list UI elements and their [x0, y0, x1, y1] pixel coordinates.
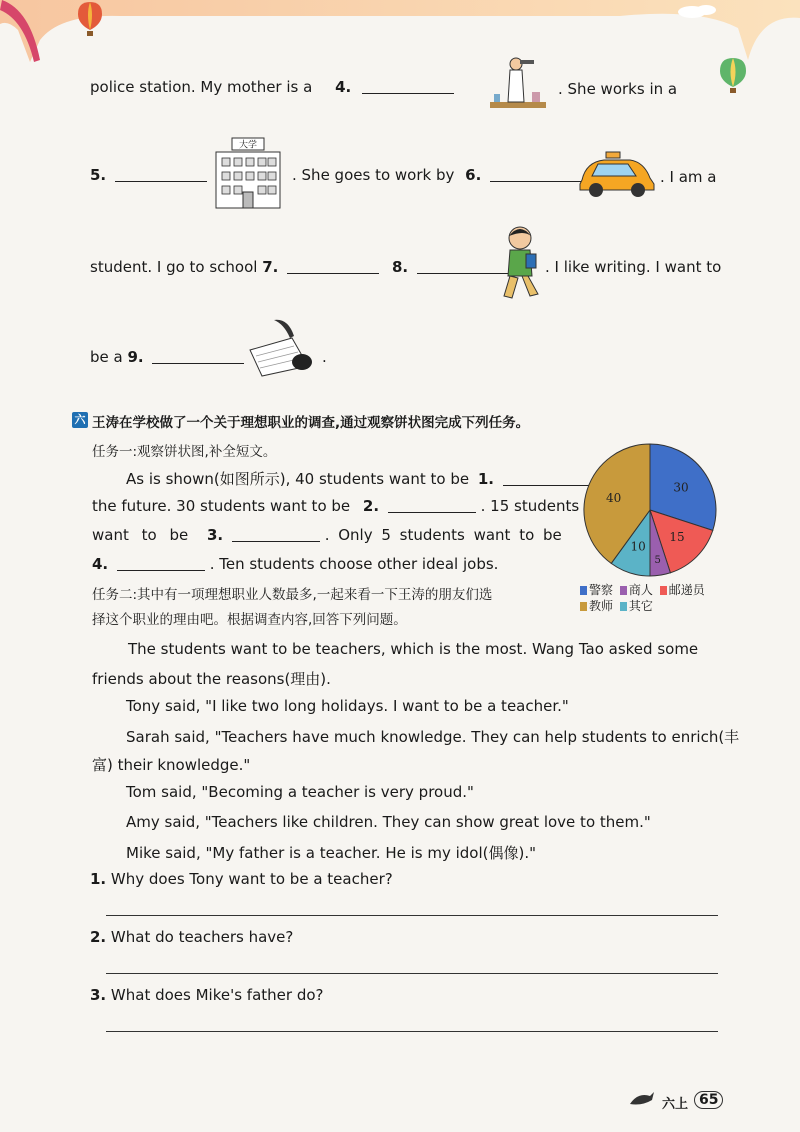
passage-line-4b: . [322, 348, 327, 366]
blank-number: 1. [477, 470, 495, 488]
pie-slice-label: 10 [630, 539, 646, 554]
legend-swatch [620, 586, 627, 595]
blank-number: 4. [92, 555, 109, 573]
legend-item [620, 599, 653, 613]
passage-line-2c: . I am a [660, 168, 717, 186]
legend-swatch [580, 586, 587, 595]
task1-line-4 [92, 555, 498, 573]
reading-line: 富) their knowledge." [92, 756, 251, 774]
answer-blank-3[interactable] [232, 540, 320, 542]
reading-line: Mike said, "My father is a teacher. He is my idol(偶像)." [126, 844, 537, 862]
blank-number: 5. [90, 166, 107, 184]
passage-line-1b: . She works in a [558, 80, 678, 98]
university-building-picture [212, 136, 284, 210]
passage-line-2 [90, 166, 207, 184]
passage-line-1 [90, 78, 454, 96]
question-text: What do teachers have? [110, 928, 294, 946]
text-segment: . Only 5 students want to be [324, 526, 562, 544]
text-segment: . Ten students choose other ideal jobs. [209, 555, 499, 573]
reading-line: The students want to be teachers, which is the most. Wang Tao asked some [128, 640, 699, 658]
reading-line: Tony said, "I like two long holidays. I want to be a teacher." [126, 697, 569, 715]
section-number-icon: 六 [72, 412, 88, 428]
task-2-heading-2: 择这个职业的理由吧。根据调查内容,回答下列问题。 [92, 612, 407, 628]
question-1 [90, 870, 393, 888]
legend-label: 邮递员 [668, 583, 705, 597]
answer-blank-4b[interactable] [117, 569, 205, 571]
text-segment: want to be [92, 526, 189, 544]
legend-label: 商人 [628, 583, 653, 597]
blank-number: 4. [335, 78, 352, 96]
task-1-heading: 任务一:观察饼状图,补全短文。 [92, 444, 277, 460]
balloon-icon [718, 56, 748, 96]
taxi-picture [576, 148, 658, 200]
question-number: 2. [90, 928, 107, 946]
answer-blank-2[interactable] [388, 511, 476, 513]
answer-blank-7[interactable] [287, 272, 379, 274]
chart-legend-row-1 [580, 581, 705, 598]
answer-blank-4[interactable] [362, 92, 454, 94]
answer-line-1[interactable] [106, 914, 718, 916]
legend-item [580, 583, 613, 597]
bird-icon [628, 1090, 656, 1108]
blank-number: 8. [391, 258, 409, 276]
task1-line-1 [126, 468, 619, 489]
reading-line: Tom said, "Becoming a teacher is very proud." [126, 783, 474, 801]
question-number: 1. [90, 870, 107, 888]
task-2-heading-1: 任务二:其中有一项理想职业人数最多,一起来看一下王涛的朋友们选 [92, 587, 493, 603]
pie-slice-label: 30 [673, 480, 689, 495]
answer-blank-6[interactable] [490, 180, 582, 182]
passage-line-3 [90, 258, 509, 276]
question-2 [90, 928, 293, 946]
legend-label: 警察 [589, 583, 614, 597]
answer-blank-9[interactable] [152, 362, 244, 364]
blank-number: 7. [262, 258, 279, 276]
answer-line-2[interactable] [106, 972, 718, 974]
blank-number: 6. [465, 166, 482, 184]
blank-number: 9. [127, 348, 144, 366]
task1-line-2 [92, 497, 579, 515]
section-title: 王涛在学校做了一个关于理想职业的调查,通过观察饼状图完成下列任务。 [92, 415, 530, 431]
legend-item [620, 583, 653, 597]
walking-boy-picture [494, 224, 544, 304]
legend-swatch [580, 602, 587, 611]
question-text: What does Mike's father do? [110, 986, 324, 1004]
answer-line-3[interactable] [106, 1030, 718, 1032]
text-segment: student. I go to school [90, 258, 258, 276]
text-segment: As is shown(如图所示), 40 students want to be [126, 470, 470, 488]
question-number: 3. [90, 986, 107, 1004]
scientist-picture [486, 52, 550, 116]
reading-line: Amy said, "Teachers like children. They can show great love to them." [126, 813, 651, 831]
legend-swatch [660, 586, 667, 595]
balloon-icon [76, 0, 104, 40]
legend-item [660, 583, 705, 597]
text-segment: be a [90, 348, 123, 366]
reading-line: Sarah said, "Teachers have much knowledge. They can help students to enrich(丰 [126, 728, 740, 746]
reading-line: friends about the reasons(理由). [92, 670, 331, 688]
answer-blank-1[interactable] [503, 484, 591, 486]
page-number: 65 [694, 1091, 723, 1109]
passage-line-4 [90, 348, 244, 366]
answer-blank-5[interactable] [115, 180, 207, 182]
grade-label: 六上 [662, 1097, 689, 1112]
text-segment: . 15 students [480, 497, 580, 515]
question-text: Why does Tony want to be a teacher? [110, 870, 393, 888]
text-segment: . She goes to work by [292, 166, 455, 184]
pie-slice-label: 40 [605, 491, 622, 506]
legend-item [580, 599, 613, 613]
text-segment: the future. 30 students want to be [92, 497, 351, 515]
blank-number: 2. [362, 497, 380, 515]
building-sign: 大学 [238, 140, 258, 151]
passage-line-3b: . I like writing. I want to [545, 258, 722, 276]
task1-line-3 [92, 526, 562, 544]
text-segment: police station. My mother is a [90, 78, 313, 96]
blank-number: 3. [206, 526, 224, 544]
pie-slice-label: 5 [654, 554, 661, 566]
chart-legend-row-2 [580, 597, 653, 614]
question-3 [90, 986, 324, 1004]
pie-chart [580, 440, 720, 580]
legend-swatch [620, 602, 627, 611]
passage-line-2b [292, 166, 582, 184]
pie-slice-label: 15 [669, 530, 685, 545]
legend-label: 教师 [589, 599, 614, 613]
legend-label: 其它 [628, 599, 653, 613]
quill-ink-picture [244, 316, 328, 378]
